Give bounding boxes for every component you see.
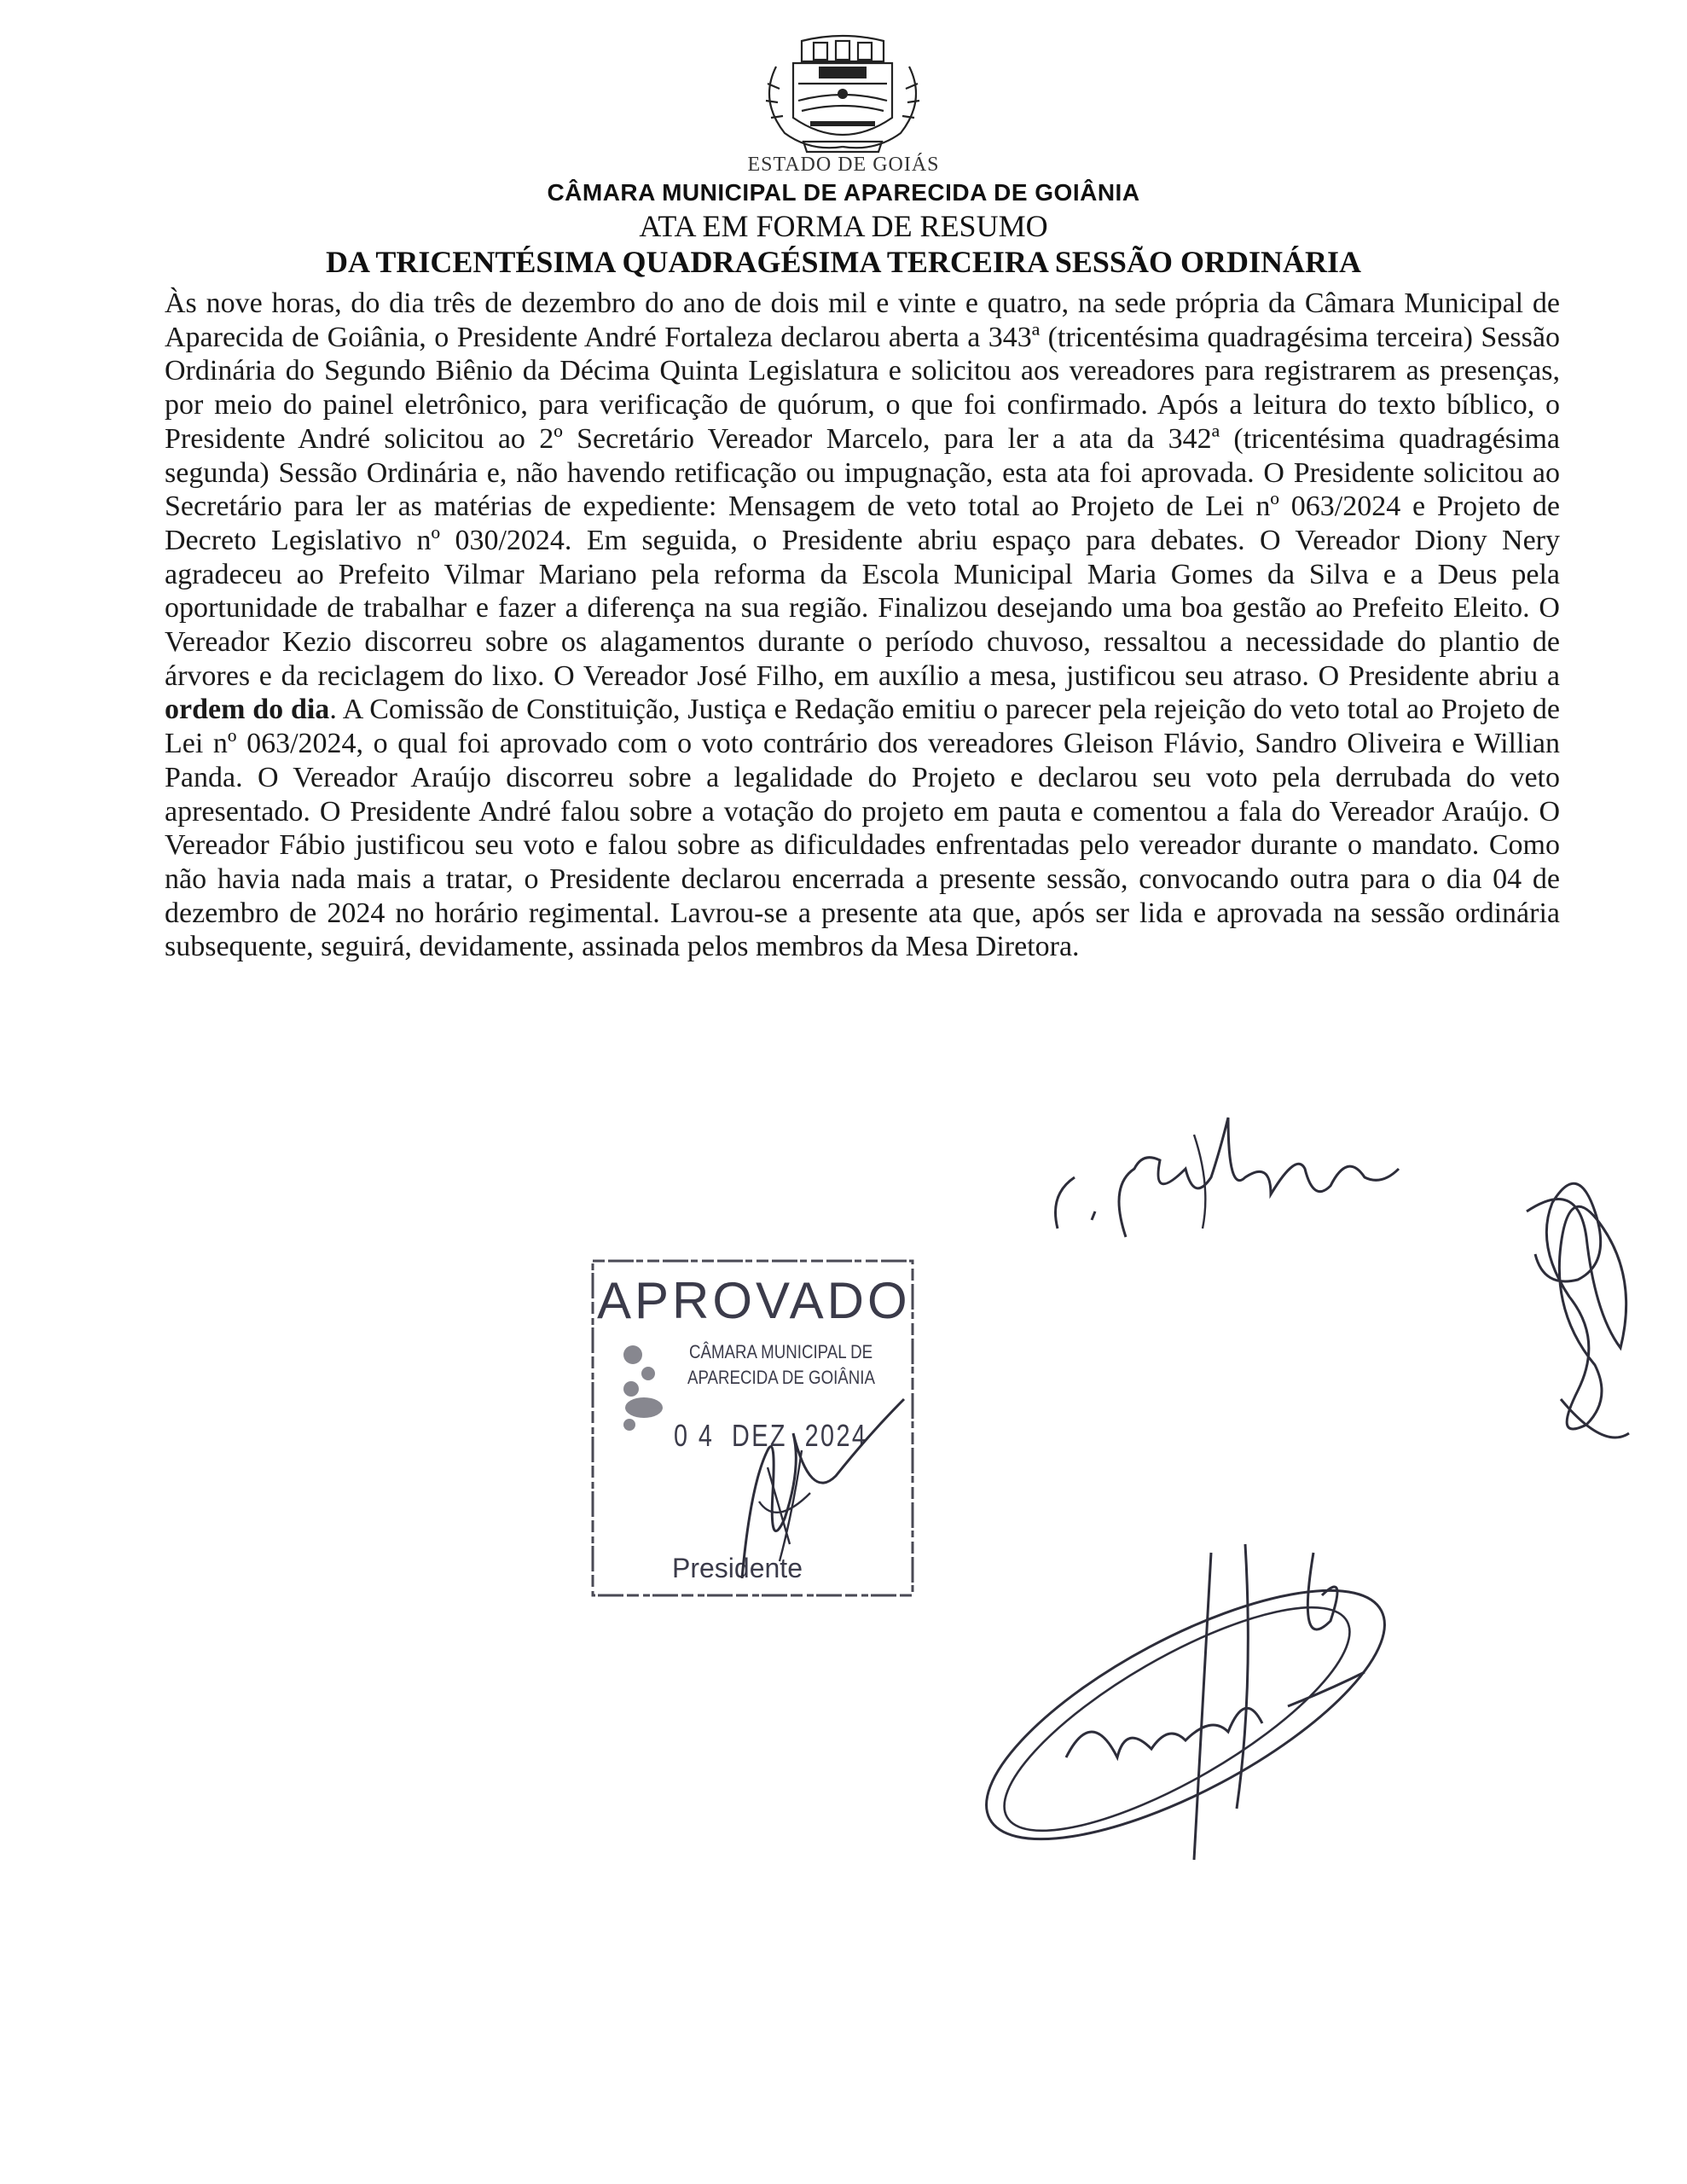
signature-3 — [955, 1519, 1433, 1877]
minutes-text-bold: ordem do dia — [165, 694, 330, 726]
signature-1 — [1023, 1101, 1433, 1271]
chamber-name: CÂMARA MUNICIPAL DE APARECIDA DE GOIÂNIA — [547, 179, 1140, 206]
stamp-org-line1: CÂMARA MUNICIPAL DE — [689, 1341, 873, 1362]
coat-of-arms-logo — [742, 32, 943, 160]
stamp-status: APROVADO — [597, 1272, 911, 1329]
document-header — [0, 152, 1687, 280]
stamp-signature — [708, 1382, 913, 1604]
minutes-text-part1: Às nove horas, do dia três de dezembro do ano de dois mil e vinte e quatro, na sede própria da Câmara Municipal de Aparecida de Goiânia, o Presidente André Fortaleza declarou aberta a 343ª (tricentésima quadragésima terceira) Sessão Ordinária do Segundo Biênio da Décima Quinta Legislatura e solicitou aos vereadores para registrarem as presenças, por meio do painel eletrônico, para verificação de quórum, o que foi confirmado. Após a leitura do texto bíblico, o Presidente André solicitou ao 2º Secretário Vereador Marcelo, para ler a ata da 342ª (tricentésima quadragésima segunda) Sessão Ordinária e, não havendo retificação ou impugnação, esta ata foi aprovada. O Presidente solicitou ao Secretário para ler as matérias de expediente: Mensagem de veto total ao Projeto de Lei nº 063/2024 e Projeto de Decreto Legislativo nº 030/2024. Em seguida, o Presidente abriu espaço para debates. O Vereador Diony Nery agradeceu ao Prefeito Vilmar Mariano pela reforma da Escola Municipal Maria Gomes da Silva e a Deus pela oportunidade de trabalhar e fazer a diferença na sua região. Finalizou desejando uma boa gestão ao Prefeito Eleito. O Vereador Kezio discorreu sobre os alagamentos durante o período chuvoso, ressaltou a necessidade do plantio de árvores e da reciclagem do lixo. O Vereador José Filho, em auxílio a mesa, justificou seu atraso. O Presidente abriu a — [165, 288, 1560, 692]
signature-2 — [1484, 1143, 1655, 1484]
document-title: ATA EM FORMA DE RESUMO — [639, 209, 1048, 243]
stamp-role: Presidente — [672, 1553, 803, 1583]
stamp-date: 0 4 DEZ 2024 — [674, 1418, 868, 1453]
stamp-org-line2: APARECIDA DE GOIÂNIA — [687, 1367, 875, 1388]
minutes-paragraph — [165, 287, 1560, 964]
state-name: ESTADO DE GOIÁS — [747, 154, 940, 176]
minutes-text-part2: . A Comissão de Constituição, Justiça e Redação emitiu o parecer pela rejeição do veto total ao Projeto de Lei nº 063/2024, o qual foi aprovado com o voto contrário dos vereadores Gleison Flávio, Sandro Oliveira e Willian Panda. O Vereador Araújo discorreu sobre a legalidade do Projeto e declarou seu voto pela derrubada do veto apresentado. O Presidente André falou sobre a votação do projeto em pauta e comentou a fala do Vereador Araújo. O Vereador Fábio justificou seu voto e falou sobre as dificuldades enfrentadas pelo vereador durante o mandato. Como não havia nada mais a tratar, o Presidente declarou encerrada a presente sessão, convocando outra para o dia 04 de dezembro de 2024 no horário regimental. Lavrou-se a presente ata que, após ser lida e aprovada na sessão ordinária subsequente, seguirá, devidamente, assinada pelos membros da Mesa Diretora. — [165, 694, 1560, 963]
document-subtitle: DA TRICENTÉSIMA QUADRAGÉSIMA TERCEIRA SESSÃO ORDINÁRIA — [326, 245, 1361, 279]
